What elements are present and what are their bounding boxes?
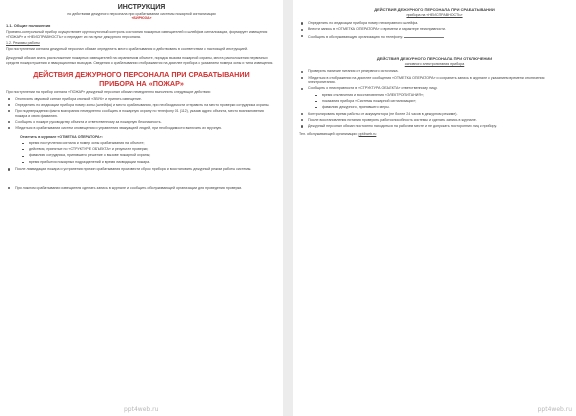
fault-actions-heading: ДЕЙСТВИЯ ДЕЖУРНОГО ПЕРСОНАЛА ПРИ СРАБАТЫВАНИИ bbox=[374, 7, 495, 12]
list-item: время отключения и восстановления «ЭЛЕКТРОПИТАНИЯ»; bbox=[313, 93, 570, 98]
power-actions-heading: ДЕЙСТВИЯ ДЕЖУРНОГО ПЕРСОНАЛА ПРИ ОТКЛЮЧЕНИИ bbox=[376, 56, 493, 62]
fire-actions-intro: При поступлении на прибор сигнала «ПОЖАР» дежурный персонал обязан немедленно выполнить следующие действия: bbox=[6, 89, 211, 94]
list-item: Сообщить о неисправности в «СТРУКТУРА ОБЪЕКТА» ответственному лицу. bbox=[299, 86, 570, 91]
power-actions-subheading: основного электропитания прибора bbox=[404, 61, 465, 66]
fire-actions-list bbox=[6, 97, 277, 131]
list-item: фамилию дежурного, принявшего меры. bbox=[313, 105, 570, 110]
list-item: После ликвидации пожара и устранения причин срабатывания произвести сброс прибора и восстановить дежурный режим работы системы. bbox=[6, 167, 277, 172]
page-gutter bbox=[283, 0, 293, 416]
footer-list bbox=[6, 186, 277, 191]
section-link: 1.2. Режимы работы bbox=[6, 40, 40, 45]
list-item: При подтверждении факта возгорания немедленно сообщить в пожарную охрану по телефону 01 (112), указав адрес объекта, место возникновения пожара и свою фамилию. bbox=[6, 109, 277, 118]
phone-label-text: Тел. обслуживающей организации: bbox=[299, 131, 358, 136]
list-item: время поступления сигнала и номер зоны срабатывания на объекте; bbox=[20, 141, 277, 146]
section-text-3: Дежурный обязан знать расположение пожарных извещателей на охраняемом объекте, порядок вызова пожарной охраны, места расположения первичных средств пожаротушения и эвакуационных выходов. Сведения о срабатывании отображаются на дисплее прибора с указанием номера зоны и типа извещения. bbox=[6, 56, 274, 65]
closing-list bbox=[6, 167, 277, 172]
list-item: Проверить наличие питания от резервного источника. bbox=[299, 69, 570, 74]
list-item: Контролировать время работы от аккумулятора (не более 24 часов в дежурном режиме). bbox=[299, 112, 570, 117]
list-item: После восстановления питания проверить работоспособность системы и сделать запись в журнале. bbox=[299, 118, 570, 123]
document-subtitle: по действиям дежурного персонала при срабатывании системы пожарной сигнализации bbox=[67, 12, 216, 16]
list-item: При ложном срабатывании извещателя сделать запись в журнале и сообщить обслуживающей организации для проведения проверки. bbox=[6, 186, 277, 191]
section-heading: 1.1. Общие положения bbox=[6, 22, 51, 28]
power-log-list bbox=[299, 93, 570, 110]
phone-blank bbox=[404, 34, 444, 38]
operator-note-heading: Отметить в журнале «ОТМЕТКА ОПЕРАТОРА»: bbox=[20, 134, 103, 139]
list-item: Определить по индикации прибора номер неисправного шлейфа. bbox=[299, 21, 570, 26]
left-page-content bbox=[6, 4, 277, 192]
list-item: Убедиться в отображении на дисплее сообщения «ОТМЕТКА ОПЕРАТОРА» и сохранить запись в журнале с указанием времени отключения электропитания. bbox=[299, 76, 570, 85]
section-text: Приемно-контрольный прибор осуществляет круглосуточный контроль состояния пожарных извещателей и шлейфов сигнализации, формирует извещения «ПОЖАР» и «НЕИСПРАВНОСТЬ» и передает их на пульт дежурного персонала. bbox=[6, 29, 268, 39]
list-item: Убедиться в срабатывании систем оповещения и управления эвакуацией людей, при необходимости включить их вручную. bbox=[6, 126, 277, 131]
phone-label bbox=[299, 132, 570, 137]
power-actions-list bbox=[299, 69, 570, 91]
list-item: время прибытия пожарных подразделений и время ликвидации пожара. bbox=[20, 160, 277, 165]
list-item-text: Сообщить в обслуживающую организацию по телефону: bbox=[308, 34, 404, 39]
brand-name: «БИРЮЗА» bbox=[131, 16, 152, 21]
list-item bbox=[299, 34, 570, 40]
section-text-2: При поступлении сигнала дежурный персонал обязан определить место срабатывания и действовать в соответствии с настоящей инструкцией. bbox=[6, 46, 248, 51]
left-page bbox=[0, 0, 283, 416]
list-item: Дежурный персонал обязан постоянно находиться на рабочем месте и не допускать посторонних лиц к прибору. bbox=[299, 124, 570, 129]
fire-actions-heading-line-1: ДЕЙСТВИЯ ДЕЖУРНОГО ПЕРСОНАЛА ПРИ СРАБАТЫВАНИИ bbox=[33, 70, 250, 80]
list-item: Сообщить о пожаре руководству объекта и ответственному за пожарную безопасность. bbox=[6, 120, 277, 125]
right-page-content bbox=[299, 8, 570, 136]
watermark: ppt4web.ru bbox=[124, 406, 159, 413]
list-item: Внести запись в «ОТМЕТКА ОПЕРАТОРА» о времени и характере неисправности. bbox=[299, 27, 570, 32]
list-item: фамилию сотрудника, принявшего решение о вызове пожарной охраны; bbox=[20, 153, 277, 158]
fault-actions-subheading: прибора на «НЕИСПРАВНОСТЬ» bbox=[406, 12, 463, 17]
fire-actions-heading-line-2: ПРИБОРА НА «ПОЖАР» bbox=[99, 78, 184, 88]
site-link[interactable]: ppt4web.ru bbox=[358, 131, 377, 136]
list-item: действия, принятые по «СТРУКТУРЕ ОБЪЕКТА» и результат проверки; bbox=[20, 147, 277, 152]
watermark: ppt4web.ru bbox=[537, 406, 572, 413]
right-page bbox=[293, 0, 576, 416]
list-item: Определить по индикации прибора номер зоны (шлейфа) и место срабатывания, при необходимости отправить на место проверки сотрудника охраны. bbox=[6, 103, 277, 108]
document-title: ИНСТРУКЦИЯ bbox=[117, 4, 166, 11]
operator-note-list bbox=[6, 141, 277, 164]
list-item: показания прибора «Системы пожарной сигнализации»; bbox=[313, 99, 570, 104]
fire-actions-heading bbox=[6, 71, 277, 88]
power-actions-list-2 bbox=[299, 112, 570, 129]
list-item: Отключить звуковой сигнал прибора кнопкой «ЗВУК» и принять извещение. bbox=[6, 97, 277, 102]
fault-actions-list bbox=[299, 21, 570, 39]
